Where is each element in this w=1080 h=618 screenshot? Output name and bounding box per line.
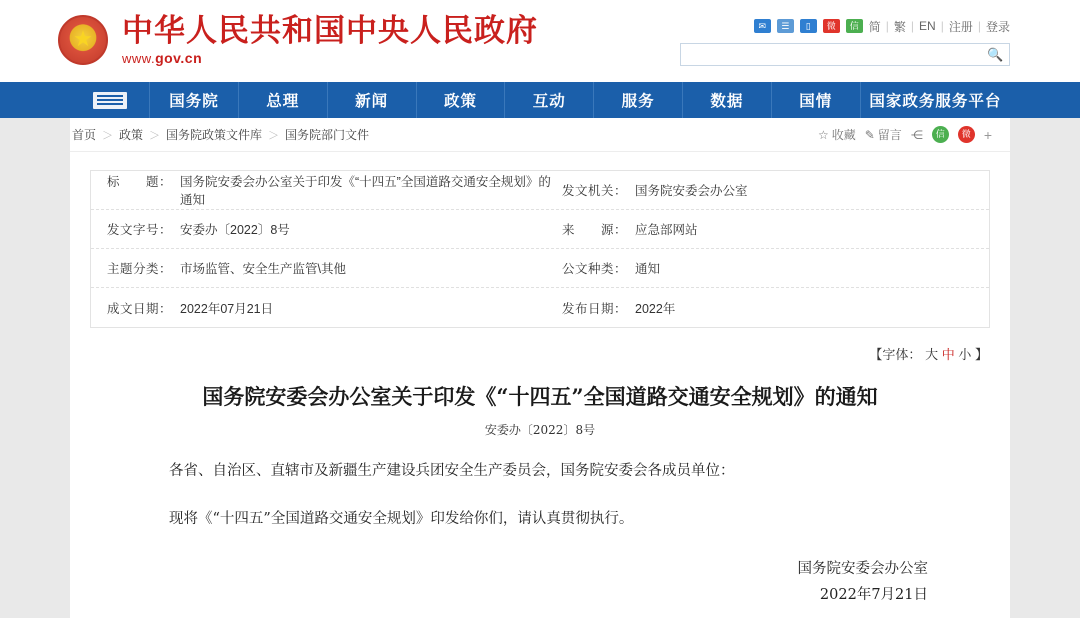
meta-cell-writtendate — [107, 299, 562, 317]
meta-cell-docnumber — [107, 220, 562, 238]
pencil-icon: ✎ — [864, 127, 875, 142]
comment-label: 留言 — [877, 128, 902, 142]
article-paragraph: 各省、自治区、直辖市及新疆生产建设兵团安全生产委员会，国务院安委会各成员单位： — [169, 463, 735, 479]
lang-link-simplified[interactable]: 简 — [868, 19, 881, 34]
nav-item-hudong[interactable]: 互动 — [505, 82, 594, 118]
nav-item-zhengwu-platform[interactable]: 国家政务服务平台 — [869, 93, 1002, 110]
login-link[interactable]: 登录 — [985, 19, 1010, 34]
content-area — [70, 118, 1010, 618]
meta-label: 发布日期： — [562, 301, 628, 316]
favorite-button[interactable] — [818, 126, 856, 143]
table-row — [91, 249, 989, 288]
breadcrumb-item-policy-library[interactable]: 国务院政策文件库 — [166, 128, 263, 142]
page-title: 国务院安委会办公室关于印发《“十四五”全国道路交通安全规划》的通知 — [202, 384, 878, 409]
meta-label: 来 源： — [562, 223, 628, 237]
national-emblem-icon — [58, 15, 108, 65]
favorite-label: 收藏 — [831, 128, 856, 142]
table-row — [91, 210, 989, 249]
meta-cell-title — [107, 172, 562, 208]
meta-value: 国务院安委会办公室 — [635, 184, 748, 198]
breadcrumb-item-department-docs[interactable]: 国务院部门文件 — [285, 128, 370, 142]
nav-item-xinwen[interactable]: 新闻 — [328, 82, 417, 118]
breadcrumb — [72, 126, 818, 143]
breadcrumb-row — [70, 118, 1010, 152]
meta-label: 公文种类： — [562, 262, 628, 276]
article-body — [70, 381, 1010, 608]
comment-button[interactable] — [865, 126, 902, 143]
mobile-icon[interactable]: ▯ — [800, 19, 817, 33]
mail-icon[interactable]: ✉ — [754, 19, 771, 33]
nav-item-home[interactable] — [70, 82, 150, 118]
register-link[interactable]: 注册 — [948, 19, 973, 34]
divider: | — [940, 19, 944, 33]
nav-item-zongli[interactable]: 总理 — [239, 82, 328, 118]
font-size-medium[interactable]: 中 — [941, 347, 955, 362]
lang-link-traditional[interactable]: 繁 — [893, 19, 906, 34]
breadcrumb-separator: ＞ — [102, 129, 114, 142]
font-size-suffix: 】 — [974, 347, 988, 362]
meta-cell-issuer — [562, 181, 973, 199]
nav-item-shuju[interactable]: 数据 — [683, 82, 772, 118]
message-icon[interactable]: ☰ — [777, 19, 794, 33]
site-logo[interactable] — [58, 14, 538, 66]
breadcrumb-item-policy[interactable]: 政策 — [119, 128, 144, 142]
meta-value: 2022年07月21日 — [180, 301, 274, 316]
search-input[interactable] — [687, 45, 987, 64]
signature — [140, 556, 940, 608]
wechat-icon[interactable]: 信 — [846, 19, 863, 33]
meta-cell-category — [107, 259, 562, 277]
meta-label: 发文机关： — [562, 184, 628, 198]
meta-cell-publishdate — [562, 299, 973, 317]
meta-label: 标 题： — [107, 175, 173, 189]
meta-value: 安委办〔2022〕8号 — [180, 223, 290, 237]
main-nav — [0, 82, 1080, 118]
search-box[interactable] — [680, 43, 1010, 66]
nav-item-fuwu[interactable]: 服务 — [594, 82, 683, 118]
meta-value: 2022年 — [635, 301, 676, 316]
meta-cell-doctype — [562, 259, 973, 277]
table-row — [91, 171, 989, 210]
font-size-large[interactable]: 大 — [925, 347, 939, 362]
plus-icon[interactable]: + — [983, 126, 992, 143]
article-paragraph: 现将《“十四五”全国道路交通安全规划》印发给你们，请认真贯彻执行。 — [169, 511, 634, 527]
wechat-icon[interactable]: 信 — [932, 126, 949, 143]
home-icon — [93, 92, 127, 109]
divider: | — [910, 19, 915, 33]
top-links — [680, 16, 1010, 36]
star-icon: ☆ — [817, 127, 829, 142]
meta-label: 成文日期： — [107, 301, 173, 316]
document-meta-table — [90, 170, 990, 328]
weibo-icon[interactable]: 微 — [823, 19, 840, 33]
site-domain-main: gov.cn — [155, 50, 203, 66]
page-tools — [818, 126, 992, 143]
site-title: 中华人民共和国中央人民政府 — [122, 13, 538, 49]
weibo-icon[interactable]: 微 — [958, 126, 975, 143]
site-domain — [122, 50, 538, 66]
header-right — [680, 16, 1010, 66]
meta-cell-source — [562, 220, 973, 238]
lang-link-english[interactable]: EN — [919, 19, 936, 33]
site-domain-prefix: www. — [122, 51, 156, 66]
breadcrumb-item-home[interactable]: 首页 — [72, 128, 97, 142]
meta-value: 通知 — [635, 262, 661, 276]
meta-label: 主题分类： — [107, 262, 173, 276]
meta-label: 发文字号： — [107, 223, 173, 237]
share-button[interactable] — [911, 128, 923, 142]
meta-value: 市场监管、安全生产监管\其他 — [180, 262, 346, 276]
document-number: 安委办〔2022〕8号 — [484, 423, 596, 437]
table-row — [91, 288, 989, 327]
meta-value: 应急部网站 — [635, 223, 698, 237]
nav-item-guowuyuan[interactable]: 国务院 — [150, 82, 239, 118]
nav-item-zhengce[interactable]: 政策 — [417, 82, 506, 118]
font-size-prefix: 【字体： — [869, 347, 922, 362]
font-size-small[interactable]: 小 — [958, 347, 972, 362]
nav-item-guoqing[interactable]: 国情 — [772, 82, 861, 118]
breadcrumb-separator: ＞ — [149, 129, 161, 142]
divider: | — [885, 19, 889, 33]
divider: | — [977, 19, 981, 33]
signature-date: 2022年7月21日 — [819, 587, 928, 603]
search-icon[interactable]: 🔍 — [987, 46, 1004, 62]
font-size-control — [70, 328, 1010, 363]
signature-org: 国务院安委会办公室 — [797, 561, 928, 577]
site-header — [0, 0, 1080, 82]
breadcrumb-separator: ＞ — [268, 129, 280, 142]
share-icon: ⋲ — [910, 127, 923, 142]
meta-value: 国务院安委会办公室关于印发《“十四五”全国道路交通安全规划》的通知 — [180, 175, 551, 207]
